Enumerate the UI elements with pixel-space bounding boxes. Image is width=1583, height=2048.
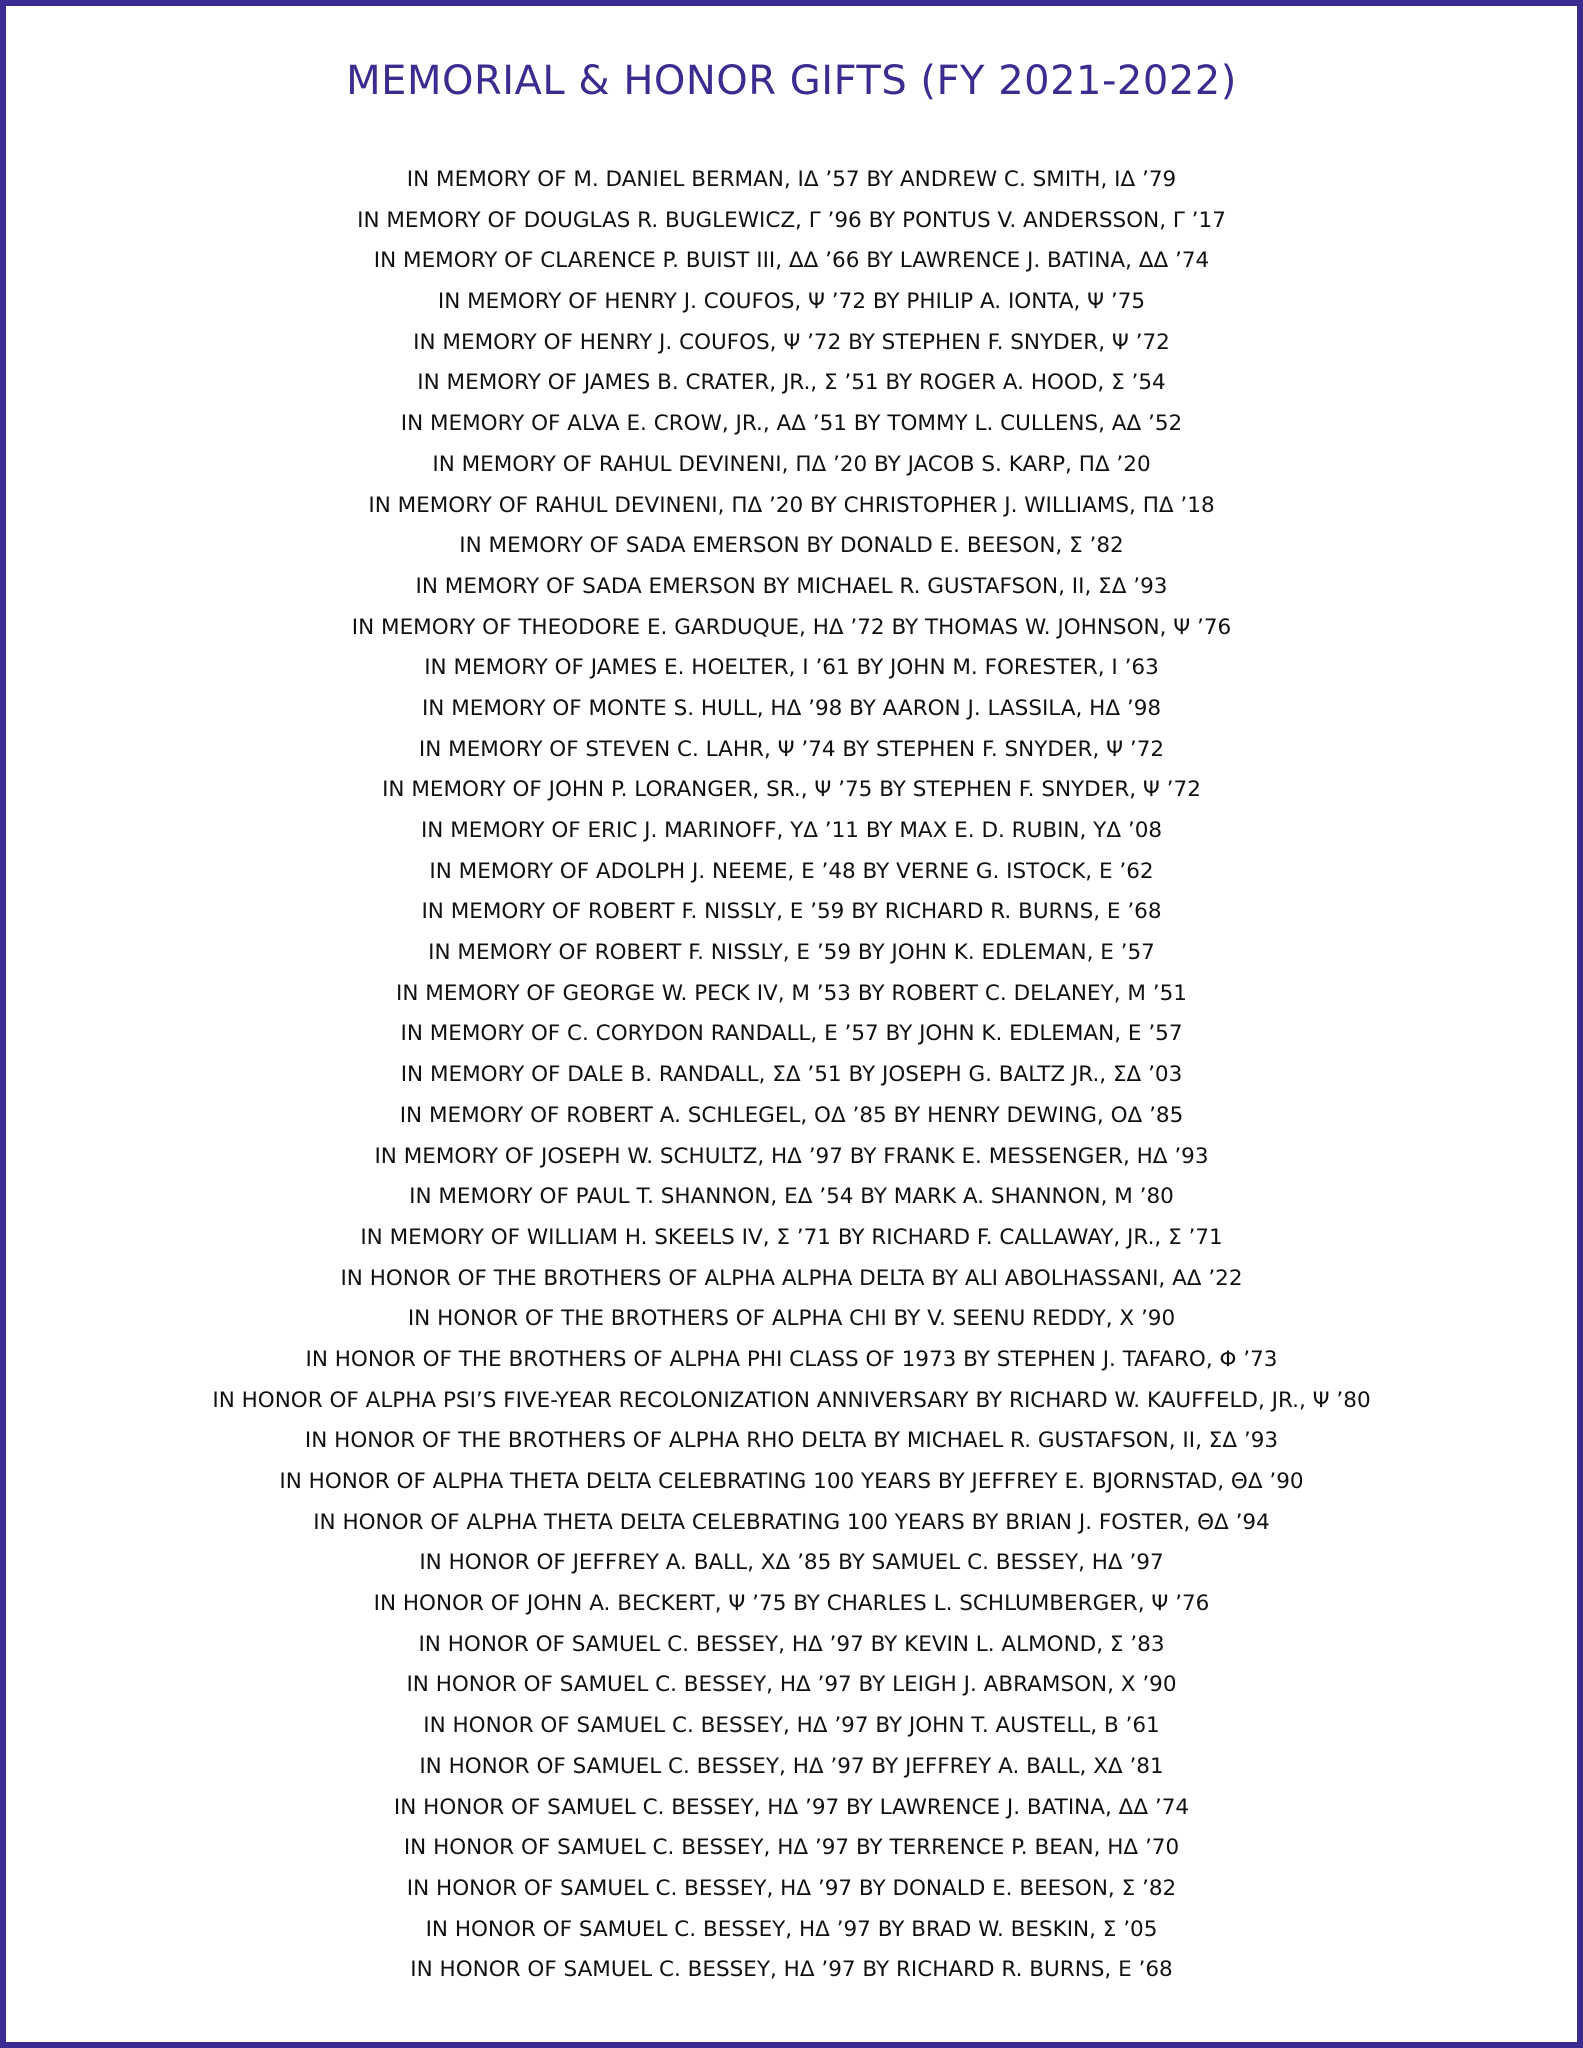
gift-entry: IN MEMORY OF ADOLPH J. NEEME, E ’48 BY VERNE G. ISTOCK, E ’62 [429, 858, 1154, 884]
gift-entry: IN HONOR OF SAMUEL C. BESSEY, HΔ ’97 BY BRAD W. BESKIN, Σ ’05 [425, 1916, 1158, 1942]
gift-entry: IN MEMORY OF JAMES B. CRATER, JR., Σ ’51 BY ROGER A. HOOD, Σ ’54 [417, 370, 1166, 396]
gift-entry: IN HONOR OF SAMUEL C. BESSEY, HΔ ’97 BY LEIGH J. ABRAMSON, X ’90 [406, 1672, 1177, 1698]
gift-entry: IN MEMORY OF PAUL T. SHANNON, EΔ ’54 BY MARK A. SHANNON, M ’80 [409, 1184, 1174, 1210]
page-title: MEMORIAL & HONOR GIFTS (FY 2021-2022) [346, 58, 1237, 104]
gift-entry: IN MEMORY OF JOHN P. LORANGER, SR., Ψ ’75 BY STEPHEN F. SNYDER, Ψ ’72 [382, 777, 1201, 803]
gift-entry: IN MEMORY OF ROBERT F. NISSLY, E ’59 BY JOHN K. EDLEMAN, E ’57 [428, 940, 1155, 966]
gift-entry: IN HONOR OF SAMUEL C. BESSEY, HΔ ’97 BY KEVIN L. ALMOND, Σ ’83 [418, 1631, 1165, 1657]
gift-entry: IN HONOR OF ALPHA THETA DELTA CELEBRATING 100 YEARS BY BRIAN J. FOSTER, ΘΔ ’94 [313, 1509, 1270, 1535]
gift-entry: IN HONOR OF THE BROTHERS OF ALPHA CHI BY V. SEENU REDDY, X ’90 [407, 1306, 1176, 1332]
gift-entry: IN MEMORY OF M. DANIEL BERMAN, IΔ ’57 BY ANDREW C. SMITH, IΔ ’79 [406, 167, 1177, 192]
gift-entry: IN MEMORY OF JAMES E. HOELTER, I ’61 BY JOHN M. FORESTER, I ’63 [424, 655, 1159, 681]
gift-entry: IN MEMORY OF HENRY J. COUFOS, Ψ ’72 BY STEPHEN F. SNYDER, Ψ ’72 [413, 329, 1170, 355]
gift-entry: IN MEMORY OF RAHUL DEVINENI, ΠΔ ’20 BY JACOB S. KARP, ΠΔ ’20 [432, 451, 1151, 477]
gift-entry: IN MEMORY OF C. CORYDON RANDALL, E ’57 BY JOHN K. EDLEMAN, E ’57 [400, 1021, 1183, 1047]
gift-entry: IN MEMORY OF RAHUL DEVINENI, ΠΔ ’20 BY CHRISTOPHER J. WILLIAMS, ΠΔ ’18 [368, 492, 1215, 518]
gift-entry: IN MEMORY OF ROBERT A. SCHLEGEL, OΔ ’85 BY HENRY DEWING, OΔ ’85 [399, 1102, 1184, 1128]
gift-entry: IN HONOR OF SAMUEL C. BESSEY, HΔ ’97 BY JOHN T. AUSTELL, B ’61 [423, 1713, 1160, 1739]
gift-entry: IN HONOR OF SAMUEL C. BESSEY, HΔ ’97 BY TERRENCE P. BEAN, HΔ ’70 [403, 1835, 1180, 1861]
gift-entry: IN MEMORY OF MONTE S. HULL, HΔ ’98 BY AARON J. LASSILA, HΔ ’98 [421, 695, 1162, 721]
gift-entry: IN MEMORY OF JOSEPH W. SCHULTZ, HΔ ’97 BY FRANK E. MESSENGER, HΔ ’93 [374, 1143, 1209, 1169]
gift-entry: IN MEMORY OF ALVA E. CROW, JR., AΔ ’51 BY TOMMY L. CULLENS, AΔ ’52 [400, 411, 1183, 437]
gift-entry: IN HONOR OF ALPHA PSI’S FIVE-YEAR RECOLONIZATION ANNIVERSARY BY RICHARD W. KAUFFELD, JR., Ψ ’80 [212, 1387, 1371, 1413]
gift-entry: IN MEMORY OF DOUGLAS R. BUGLEWICZ, Γ ’96 BY PONTUS V. ANDERSSON, Γ ’17 [357, 207, 1226, 233]
gift-entry: IN MEMORY OF THEODORE E. GARDUQUE, HΔ ’72 BY THOMAS W. JOHNSON, Ψ ’76 [351, 614, 1232, 640]
gift-list [6, 160, 1577, 1991]
gift-entry: IN HONOR OF SAMUEL C. BESSEY, HΔ ’97 BY RICHARD R. BURNS, E ’68 [410, 1957, 1173, 1983]
gift-entry: IN HONOR OF SAMUEL C. BESSEY, HΔ ’97 BY LAWRENCE J. BATINA, ΔΔ ’74 [393, 1794, 1190, 1820]
gift-entry: IN HONOR OF JOHN A. BECKERT, Ψ ’75 BY CHARLES L. SCHLUMBERGER, Ψ ’76 [373, 1591, 1210, 1617]
gift-entry: IN HONOR OF SAMUEL C. BESSEY, HΔ ’97 BY DONALD E. BEESON, Σ ’82 [406, 1875, 1177, 1901]
gift-entry: IN MEMORY OF CLARENCE P. BUIST III, ΔΔ ’66 BY LAWRENCE J. BATINA, ΔΔ ’74 [373, 248, 1210, 274]
gift-entry: IN MEMORY OF STEVEN C. LAHR, Ψ ’74 BY STEPHEN F. SNYDER, Ψ ’72 [418, 736, 1165, 762]
gift-entry: IN MEMORY OF SADA EMERSON BY DONALD E. BEESON, Σ ’82 [459, 533, 1124, 559]
gift-entry: IN HONOR OF THE BROTHERS OF ALPHA RHO DELTA BY MICHAEL R. GUSTAFSON, II, ΣΔ ’93 [304, 1428, 1279, 1454]
gift-entry: IN MEMORY OF ERIC J. MARINOFF, YΔ ’11 BY MAX E. D. RUBIN, YΔ ’08 [420, 818, 1163, 843]
gift-entry: IN MEMORY OF WILLIAM H. SKEELS IV, Σ ’71 BY RICHARD F. CALLAWAY, JR., Σ ’71 [360, 1224, 1223, 1250]
gift-entry: IN HONOR OF SAMUEL C. BESSEY, HΔ ’97 BY JEFFREY A. BALL, XΔ ’81 [419, 1753, 1164, 1779]
gift-entry: IN MEMORY OF SADA EMERSON BY MICHAEL R. GUSTAFSON, II, ΣΔ ’93 [415, 573, 1168, 599]
gift-entry: IN MEMORY OF ROBERT F. NISSLY, E ’59 BY RICHARD R. BURNS, E ’68 [421, 899, 1162, 925]
gift-entry: IN HONOR OF ALPHA THETA DELTA CELEBRATING 100 YEARS BY JEFFREY E. BJORNSTAD, ΘΔ ’90 [279, 1469, 1304, 1494]
gift-entry: IN HONOR OF THE BROTHERS OF ALPHA ALPHA DELTA BY ALI ABOLHASSANI, AΔ ’22 [340, 1265, 1243, 1291]
gift-entry: IN HONOR OF THE BROTHERS OF ALPHA PHI CLASS OF 1973 BY STEPHEN J. TAFARO, Φ ’73 [305, 1346, 1278, 1372]
gift-entry: IN HONOR OF JEFFREY A. BALL, XΔ ’85 BY SAMUEL C. BESSEY, HΔ ’97 [419, 1550, 1164, 1576]
gift-entry: IN MEMORY OF HENRY J. COUFOS, Ψ ’72 BY PHILIP A. IONTA, Ψ ’75 [437, 289, 1146, 315]
gift-entry: IN MEMORY OF DALE B. RANDALL, ΣΔ ’51 BY JOSEPH G. BALTZ JR., ΣΔ ’03 [400, 1062, 1183, 1088]
gift-entry: IN MEMORY OF GEORGE W. PECK IV, M ’53 BY ROBERT C. DELANEY, M ’51 [396, 980, 1187, 1006]
